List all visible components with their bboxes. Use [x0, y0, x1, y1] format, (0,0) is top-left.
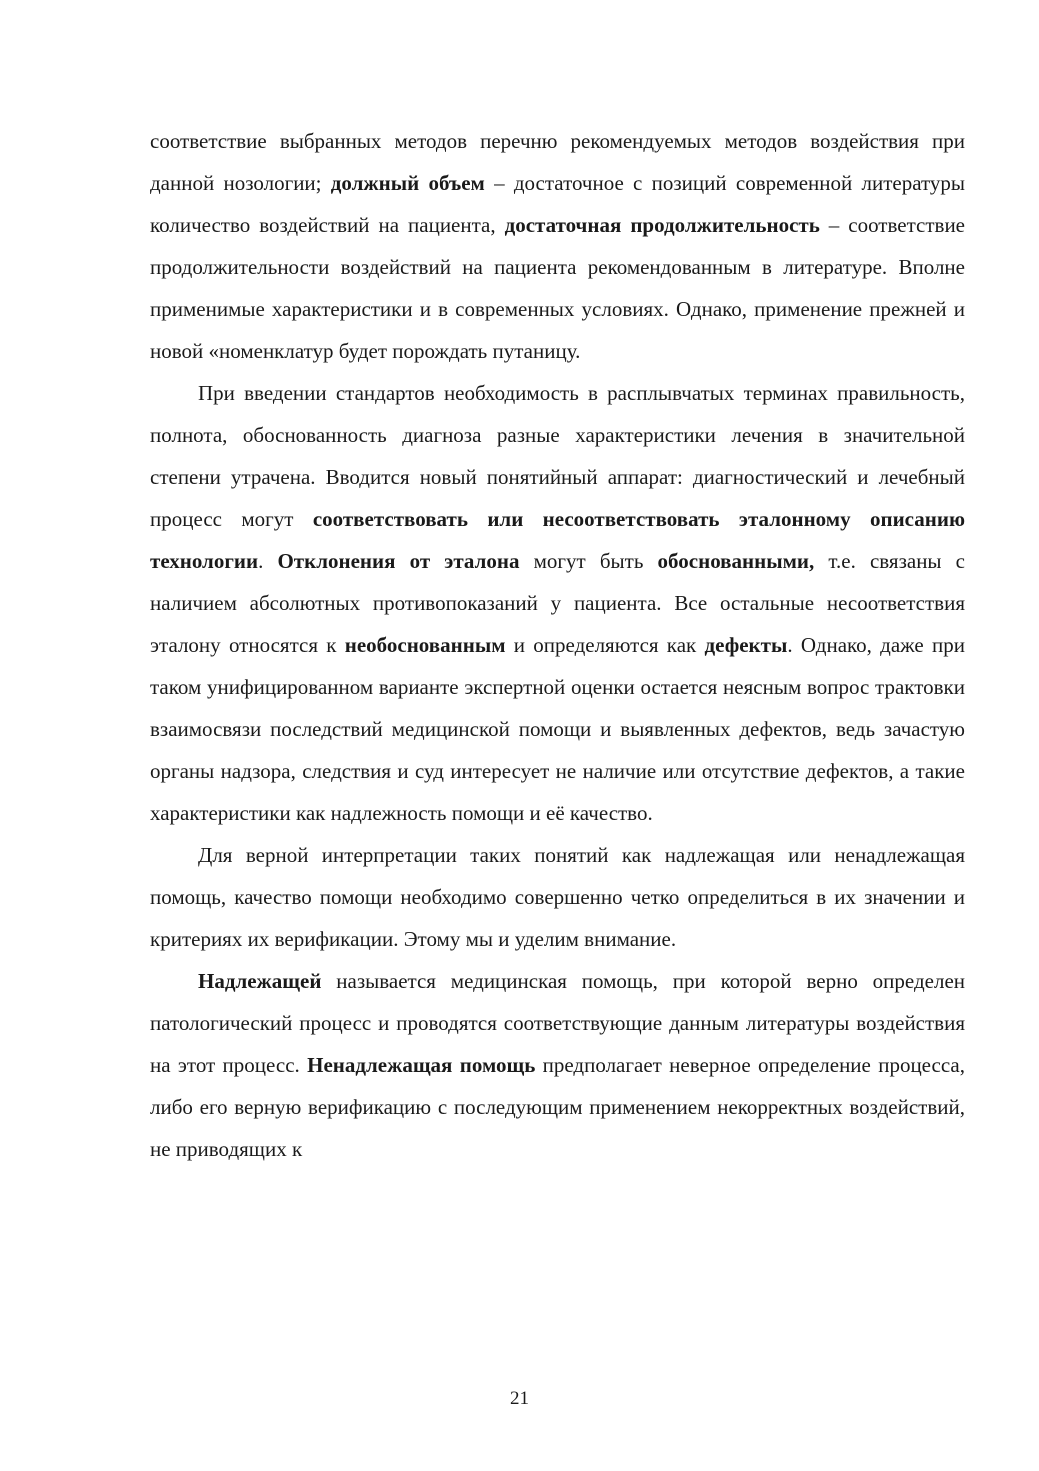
bold-term: Надлежащей: [198, 969, 322, 993]
bold-term: обоснованными,: [657, 549, 815, 573]
text-run: Для верной интерпретации таких понятий как надлежащая или ненадлежащая помощь, качество помощи необходимо совершенно четко определиться в их значении и критериях их верификации. Этому мы и уделим внимание.: [150, 843, 965, 951]
bold-term: должный объем: [330, 171, 485, 195]
bold-term: необоснованным: [344, 633, 506, 657]
text-run: При введении стандартов необходимость в расплывчатых терминах правильность, полнота, обоснованность диагноза разные характеристики лечения в значительной степени утрачена. Вводится новый понятийный аппарат: диагностический и лечебный процесс могут: [150, 381, 965, 531]
paragraph-2: [150, 372, 965, 834]
paragraph-4: [150, 960, 965, 1170]
paragraph-1: [150, 120, 965, 372]
page-number: 21: [510, 1388, 529, 1409]
text-run: соответствие выбранных методов перечню рекомендуемых методов воздействия при данной нозологии;: [150, 129, 965, 195]
text-run: .: [258, 549, 278, 573]
text-run: могут быть: [519, 549, 658, 573]
paragraph-3: [150, 834, 965, 960]
bold-term: Ненадлежащая помощь: [307, 1053, 536, 1077]
text-run: т.е. связаны с наличием абсолютных противопоказаний у пациента. Все остальные несоответствия эталону относятся к: [150, 549, 965, 657]
bold-term: дефекты: [704, 633, 788, 657]
document-text-body: [150, 120, 965, 1170]
text-run: предполагает неверное определение процесса, либо его верную верификацию с последующим применением некорректных воздействий, не приводящих к: [150, 1053, 965, 1161]
bold-term: достаточная продолжительность: [504, 213, 820, 237]
bold-term: Отклонения от эталона: [277, 549, 520, 573]
bold-term: соответствовать или несоответствовать эталонному описанию технологии: [150, 507, 965, 573]
text-run: – соответствие продолжительности воздействий на пациента рекомендованным в литературе. Вполне применимые характеристики и в современных условиях. Однако, применение прежней и новой «номенклатур будет порождать путаницу.: [150, 213, 965, 363]
text-run: называется медицинская помощь, при которой верно определен патологический процесс и проводятся соответствующие данным литературы воздействия на этот процесс.: [150, 969, 965, 1077]
text-run: и определяются как: [505, 633, 705, 657]
text-run: – достаточное с позиций современной литературы количество воздействий на пациента,: [150, 171, 966, 237]
text-run: . Однако, даже при таком унифицированном варианте экспертной оценки остается неясным вопрос трактовки взаимосвязи последствий медицинской помощи и выявленных дефектов, ведь зачастую органы надзора, следствия и суд интересует не наличие или отсутствие дефектов, а такие характеристики как надлежность помощи и её качество.: [150, 633, 965, 825]
